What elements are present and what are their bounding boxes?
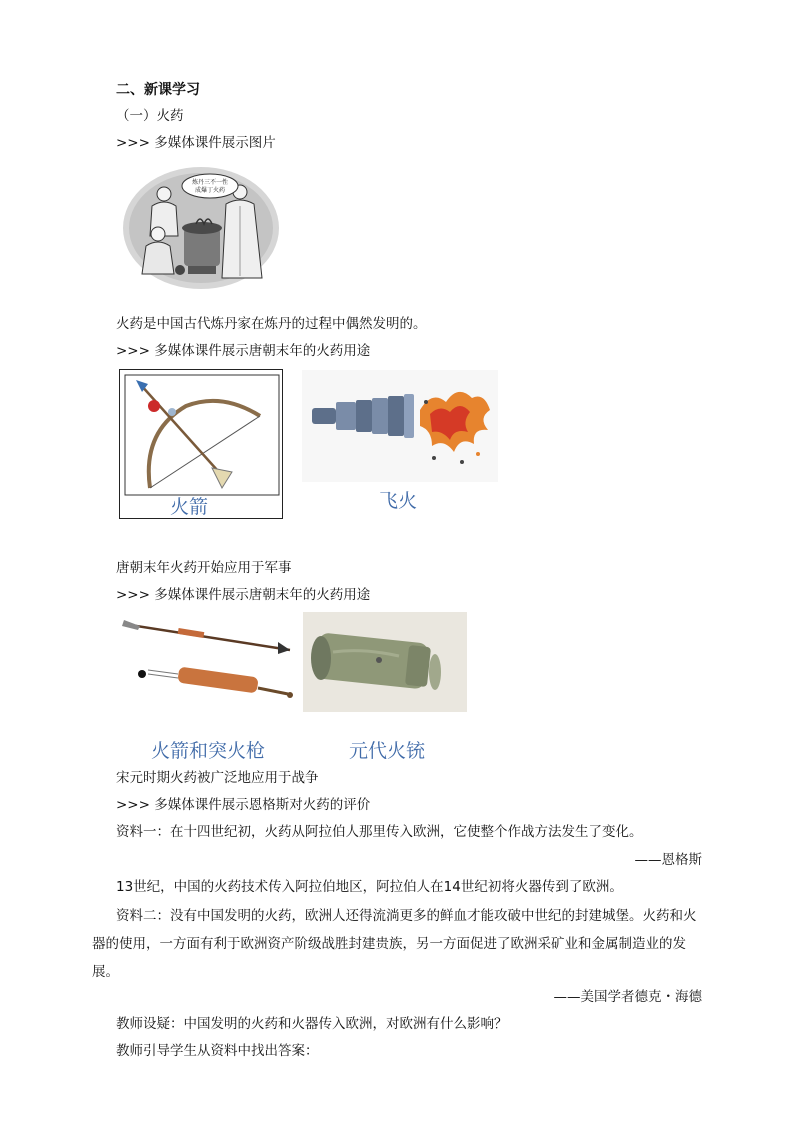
svg-text:成爆丁火药: 成爆丁火药 [194,187,226,194]
svg-text:炼丹三不一性: 炼丹三不一性 [191,179,229,186]
teacher-question: 教师设疑：中国发明的火药和火器传入欧洲，对欧洲有什么影响？ [116,1016,508,1032]
caption-fire-arrow: 火箭 [170,496,209,518]
fire-arrow-and-lance-figure [118,612,296,712]
step-2-text: >>> 多媒体课件展示唐朝末年的火药用途 [116,343,371,359]
caption-fei-huo: 飞火 [379,490,418,512]
fire-arrow-figure [119,369,283,519]
statement-2: 唐朝末年火药开始应用于军事 [116,560,292,576]
caption-fire-arrow-lance: 火箭和突火枪 [151,740,266,762]
fact-line: 13世纪，中国的火药技术传入阿拉伯地区，阿拉伯人在14世纪初将火器传到了欧洲。 [116,879,623,895]
yuan-cannon-figure [303,612,467,712]
teacher-guide: 教师引导学生从资料中找出答案： [116,1043,319,1059]
fei-huo-figure [302,370,498,482]
step-1-text: >>> 多媒体课件展示图片 [116,135,276,151]
material-2-source: ——美国学者德克・海德 [553,989,702,1005]
step-3-text: >>> 多媒体课件展示唐朝末年的火药用途 [116,587,371,603]
statement-3: 宋元时期火药被广泛地应用于战争 [116,770,319,786]
material-1-source: ——恩格斯 [634,852,702,868]
caption-yuan-cannon: 元代火铳 [349,740,426,762]
material-2: 资料二：没有中国发明的火药，欧洲人还得流淌更多的鲜血才能攻破中世纪的封建城堡。火药和火器的使用，一方面有利于欧洲资产阶级战胜封建贵族，另一方面促进了欧洲采矿业和金属制造业的发展。 [92,908,697,980]
section-title: 二、新课学习 [116,82,200,98]
alchemists-illustration [122,166,280,290]
statement-1: 火药是中国古代炼丹家在炼丹的过程中偶然发明的。 [116,316,427,332]
material-1: 资料一：在十四世纪初，火药从阿拉伯人那里传入欧洲，它使整个作战方法发生了变化。 [116,824,643,840]
step-4-text: >>> 多媒体课件展示恩格斯对火药的评价 [116,797,371,813]
subsection-title: （一）火药 [116,108,184,124]
